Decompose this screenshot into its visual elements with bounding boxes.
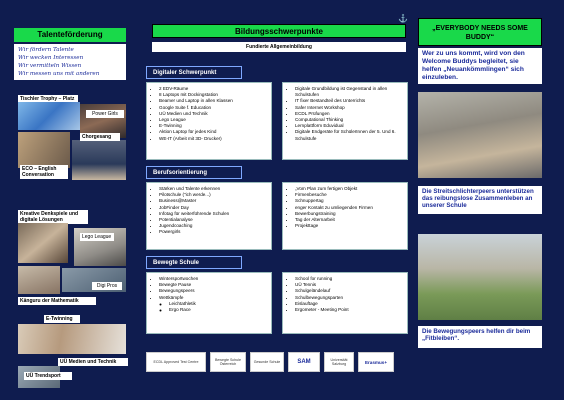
- caption-trophy: Tischler Trophy – Platz: [18, 95, 78, 109]
- logo-erasmus: Erasmus+: [358, 352, 394, 372]
- right-header: „EVERYBODY NEEDS SOME BUDDY“: [418, 18, 542, 46]
- left-intro: [14, 44, 126, 80]
- photo-etwinning: [18, 324, 126, 354]
- intro-line: Wir vermitteln Wissen: [18, 63, 82, 69]
- photo-movement-peers: [418, 234, 542, 320]
- section-box-digital-2: [282, 82, 408, 160]
- caption-power-girls: Power Girls: [86, 110, 124, 118]
- caption-digi-pros: Digi Pros: [92, 282, 122, 290]
- logo-sam: SAM: [288, 352, 320, 372]
- photo-trophy-team: [18, 102, 80, 130]
- section-title-digital: Digitaler Schwerpunkt: [146, 66, 242, 79]
- caption-trendsport: UÜ Trendsport: [24, 372, 72, 380]
- intro-line: Wir fördern Talente: [18, 47, 74, 53]
- caption-movement-peers: Die Bewegungspeers helfen dir beim „Fitbleiben“.: [418, 326, 542, 348]
- caption-creative: Kreative Denkspiele und digitale Lösungen: [18, 210, 88, 224]
- movement-list-2: • School for running • UÜ Tennis • Schulgeländelauf • Schulbewegungsparten • Eislauftage • Ergometer - Meeting Point: [285, 276, 405, 313]
- movement-list-1: • Wintersportwochen • Bewegte Pause • Bewegungspeers • Wettkämpfe ◦ Leichtathletik ◦ Ergo Race: [149, 276, 269, 313]
- section-box-movement-2: [282, 272, 408, 334]
- section-box-career-2: [282, 182, 408, 250]
- photo-chorus: [72, 140, 126, 180]
- logo-university: Universität Salzburg: [324, 352, 354, 372]
- section-box-career-1: [146, 182, 272, 250]
- photo-eco: [18, 132, 70, 168]
- career-list-2: • „Vom Plan zum fertigen Objekt • Firmenbesuche • Schnuppertag • enger Kontakt zu umliegenden Firmen • Bewerbungstraining • Tag der Alternarbeit • Projekttage: [285, 186, 405, 229]
- section-title-career: Berufsorientierung: [146, 166, 242, 179]
- section-box-digital-1: [146, 82, 272, 160]
- caption-mediation-peers: Die Streitschlichterpeers unterstützen das reibungslose Zusammenleben an unserer Schule: [418, 186, 542, 214]
- caption-eco: ECO – English Conversation: [20, 165, 68, 179]
- photo-kangaroo: [18, 266, 60, 294]
- photo-creative: [18, 223, 68, 263]
- caption-lego: Lego League: [80, 233, 114, 241]
- logo-bewegte-schule: Bewegte Schule Österreich: [210, 352, 246, 372]
- middle-header: Bildungsschwerpunkte: [152, 24, 406, 38]
- digital-list-2: • Digitale Grundbildung ist Gegenstand in allen Schulstufen • IT fixer Bestandteil des Unterrichts • Safer Internet Workshop • ECDL Prüfungen • Computational Thinking • Lernplattform Eduvidual • Digitale Endgeräte für SchülerInnen der 5. Und 6. Schulstufe: [285, 86, 405, 142]
- caption-chorus: Chorgesang: [80, 133, 120, 141]
- caption-etwinning: E-Twinning: [44, 315, 80, 323]
- section-box-movement-1: [146, 272, 272, 334]
- left-header: Talenteförderung: [14, 28, 126, 42]
- caption-kangaroo: Känguru der Mathematik: [18, 297, 96, 305]
- caption-uu-media: UÜ Medien und Technik: [58, 358, 128, 366]
- career-list-1: • Stärken und Talente erkennen • Pilotschule ("ich werde...) • Business@Master • JobFinder Day • Infotag für weiterführende Schulen • Potentialanalyse • Jugendcoaching • Powergirls: [149, 186, 269, 236]
- anchor-icon: ⚓: [398, 14, 408, 23]
- general-education-label: Fundierte Allgemeinbildung: [152, 42, 406, 52]
- right-intro: Wer zu uns kommt, wird von den Welcome Buddys begleitet, sie helfen „Neuankömmlingen“ sich einzuleben.: [418, 48, 542, 84]
- logo-ecdl: ECDL Approved Test Centre: [146, 352, 206, 372]
- digital-list-1: • 2 EDV-Räume • 8 Laptops mit Dockingstation • Beamer und Laptop in allen Klassen • Google Suite f. Education • UÜ Medien und Technik • Lego League • E-Twinning • Aktion Laptop für jedes Kind • WE-IT (Arbeit mit 3D- Drucker): [149, 86, 269, 142]
- section-title-movement: Bewegte Schule: [146, 256, 242, 269]
- photo-buddies: [418, 92, 542, 178]
- intro-line: Wir messen uns mit anderen: [18, 71, 100, 77]
- logo-gesunde-schule: Gesunde Schule: [250, 352, 284, 372]
- intro-line: Wir wecken Interessen: [18, 55, 84, 61]
